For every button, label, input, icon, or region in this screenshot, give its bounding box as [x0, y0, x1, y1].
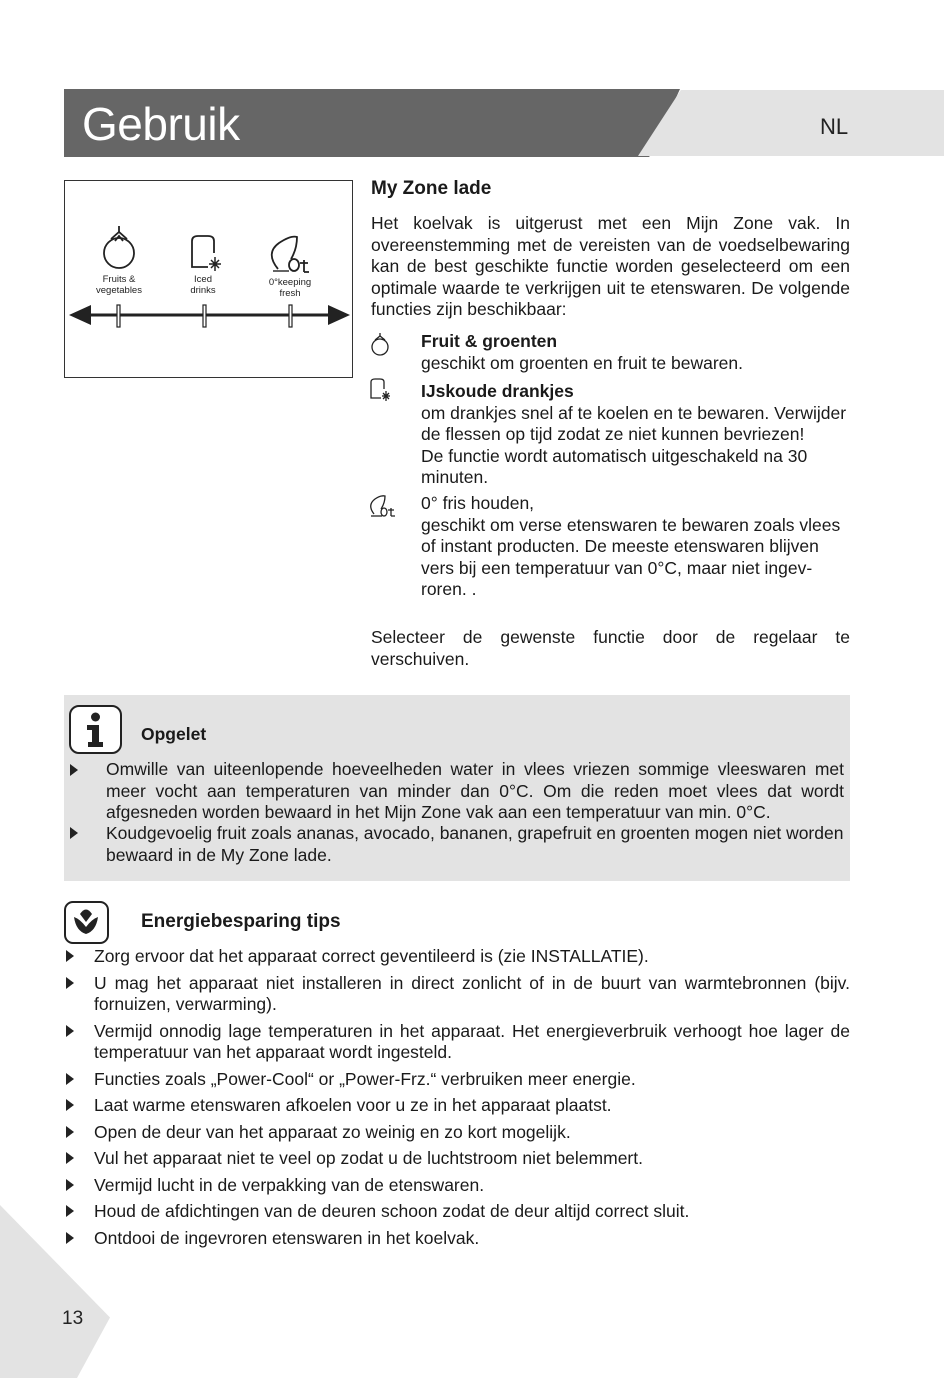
function-line: vers bij een temperatuur van 0°C, maar niet ingev- [421, 557, 813, 578]
iced-drink-icon [368, 377, 394, 403]
diagram-label-line: drinks [190, 285, 216, 296]
function-line: De functie wordt automatisch uitgeschakeld na 30 [421, 445, 808, 466]
language-tab [638, 90, 944, 156]
bullet-arrow-icon [66, 1025, 74, 1037]
energy-title: Energiebesparing tips [141, 911, 341, 932]
function-line: roren. . [421, 579, 477, 599]
tip-text: Houd de afdichtingen van de deuren schoon zodat de deur altijd correct sluit. [94, 1201, 690, 1221]
myzone-title: My Zone lade [371, 178, 492, 199]
myzone-outro: Selecteer de gewenste functie door de regelaar te verschuiven. [371, 627, 850, 669]
bullet-arrow-icon [70, 764, 78, 776]
bullet-arrow-icon [66, 1205, 74, 1217]
function-fruit [421, 331, 850, 374]
leaf-zero-icon [368, 493, 398, 519]
note-item: Omwille van uiteenlopende hoeveelheden water in vlees vriezen sommige vleeswaren met meer vocht aan temperaturen van minder dan 0°C. Om die reden moet vlees dat wordt afgesneden worden bewaard in het Mijn Zone vak aan een temperatuur van min. 0°C. [106, 759, 844, 822]
diagram-label-line: fresh [279, 288, 301, 299]
tomato-icon [104, 226, 134, 268]
iced-drink-icon [192, 236, 221, 271]
diagram-label-line: vegetables [96, 285, 142, 296]
tip-text: Vul het apparaat niet te veel op zodat u de luchtstroom niet belemmert. [94, 1148, 643, 1168]
info-icon [68, 704, 124, 756]
bullet-arrow-icon [70, 827, 78, 839]
bullet-arrow-icon [66, 1126, 74, 1138]
energy-tips-list [66, 946, 850, 1254]
function-line: om drankjes snel af te koelen en te bewaren. Verwijder [421, 402, 847, 423]
diagram-label-fresh [255, 277, 325, 299]
note-title: Opgelet [141, 724, 207, 744]
bullet-arrow-icon [66, 1152, 74, 1164]
diagram-label-line: Iced [194, 274, 212, 285]
list-item [66, 1175, 850, 1197]
page-title: Gebruik [82, 98, 240, 150]
list-item [66, 1095, 850, 1117]
bullet-arrow-icon [66, 1099, 74, 1111]
function-iced [421, 381, 850, 489]
function-fresh [421, 493, 850, 601]
function-title: Fruit & groenten [421, 331, 558, 351]
function-line: minuten. [421, 467, 489, 487]
tip-text: Laat warme etenswaren afkoelen voor u ze in het apparaat plaatst. [94, 1095, 612, 1115]
page-number: 13 [62, 1308, 84, 1329]
diagram-label-line: 0°keeping [268, 277, 312, 288]
list-item [66, 973, 850, 1016]
list-item [66, 1122, 850, 1144]
bullet-arrow-icon [66, 950, 74, 962]
eco-leaf-icon [63, 900, 111, 946]
tip-text: Functies zoals „Power-Cool“ or „Power-Frz.“ verbruiken meer energie. [94, 1068, 636, 1089]
myzone-diagram [64, 180, 353, 378]
bullet-arrow-icon [66, 977, 74, 989]
language-code: NL [820, 114, 849, 139]
list-item [66, 1021, 850, 1064]
tip-text: U mag het apparaat niet installeren in direct zonlicht of in de buurt van warmtebronnen (bijv. fornuizen, verwarming). [94, 972, 850, 1014]
tomato-icon [368, 332, 394, 358]
list-item [66, 1148, 850, 1170]
bullet-arrow-icon [66, 1179, 74, 1191]
bullet-arrow-icon [66, 1073, 74, 1085]
function-line: geschikt om groenten en fruit te bewaren. [421, 352, 743, 373]
function-line: of instant producten. De meeste etenswaren blijven [421, 536, 819, 556]
bullet-arrow-icon [66, 1232, 74, 1244]
tip-text: Ontdooi de ingevroren etenswaren in het koelvak. [94, 1227, 480, 1248]
myzone-intro: Het koelvak is uitgerust met een Mijn Zone vak. In overeenstemming met de vereisten van de voedselbewaring kan de best geschikte functie worden geselecteerd om een optimale waarde te verkrijgen uit te etenswaren. De volgende functies zijn beschikbaar: [371, 213, 850, 319]
list-item [66, 946, 850, 968]
function-line: geschikt om verse etenswaren te bewaren zoals vlees [421, 514, 841, 535]
tip-text: Zorg ervoor dat het apparaat correct geventileerd is (zie INSTALLATIE). [94, 946, 649, 966]
tip-text: Vermijd onnodig lage temperaturen in het apparaat. Het energieverbruik verhoogt hoe lager de temperatuur van het apparaat wordt ingesteld. [94, 1020, 850, 1062]
list-item [66, 1069, 850, 1091]
function-line: de flessen op tijd zodat ze niet kunnen bevriezen! [421, 424, 805, 444]
diagram-label-line: Fruits & [102, 274, 136, 285]
tip-text: Open de deur van het apparaat zo weinig en zo kort mogelijk. [94, 1121, 571, 1142]
function-title: 0° fris houden, [421, 493, 535, 513]
leaf-zero-icon [272, 237, 309, 272]
function-title: IJskoude drankjes [421, 381, 574, 401]
slider-track [69, 305, 350, 327]
list-item [66, 1201, 850, 1223]
diagram-label-iced [173, 274, 233, 296]
list-item [66, 1228, 850, 1250]
diagram-label-fruits [79, 274, 159, 296]
tip-text: Vermijd lucht in de verpakking van de etenswaren. [94, 1174, 485, 1195]
note-item: Koudgevoelig fruit zoals ananas, avocado, bananen, grapefruit en groenten mogen niet worden bewaard in de My Zone lade. [106, 823, 844, 865]
